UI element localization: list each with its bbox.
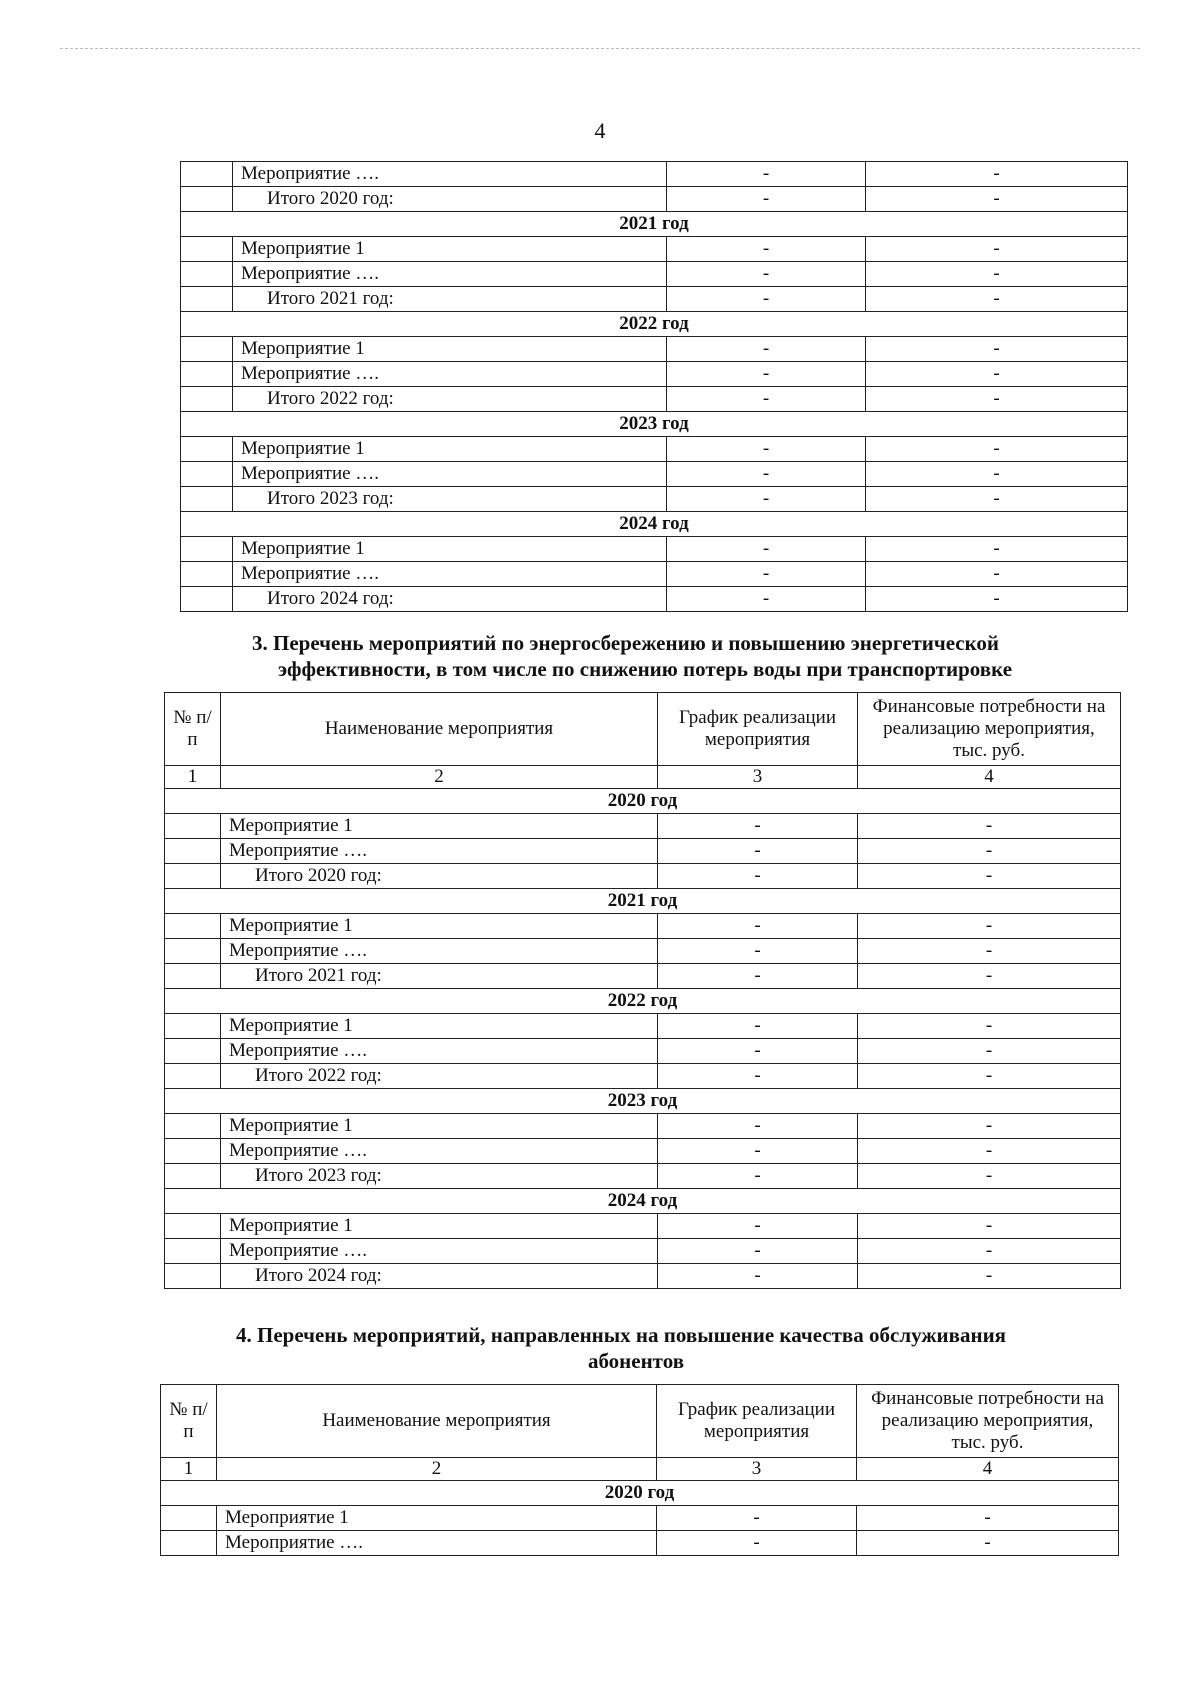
table-row: [161, 1531, 1119, 1556]
finance-cell: -: [866, 337, 1128, 362]
header-name: Наименование мероприятия: [217, 1385, 657, 1458]
measure-name: Мероприятие ….: [233, 262, 667, 287]
table-row: [165, 839, 1121, 864]
finance-cell: -: [866, 162, 1128, 187]
schedule-cell: -: [658, 1014, 858, 1039]
table-row: [165, 1014, 1121, 1039]
table-section3-body: [165, 789, 1121, 1289]
measure-name: Мероприятие 1: [217, 1506, 657, 1531]
finance-cell: -: [858, 1039, 1121, 1064]
num-cell: [165, 914, 221, 939]
num-cell: [165, 1214, 221, 1239]
index-cell: 3: [658, 766, 858, 789]
schedule-cell: -: [657, 1531, 857, 1556]
year-row: [165, 889, 1121, 914]
total-label: Итого 2021 год:: [221, 964, 658, 989]
measure-name: Мероприятие 1: [221, 1114, 658, 1139]
schedule-cell: -: [658, 1139, 858, 1164]
schedule-cell: -: [667, 462, 866, 487]
num-cell: [165, 839, 221, 864]
year-row: [165, 789, 1121, 814]
num-cell: [181, 287, 233, 312]
num-cell: [181, 537, 233, 562]
year-label: 2021 год: [181, 212, 1128, 237]
total-row: [181, 287, 1128, 312]
year-row: [181, 312, 1128, 337]
table-header-row: [165, 693, 1121, 766]
total-label: Итого 2024 год:: [233, 587, 667, 612]
table-row: [181, 437, 1128, 462]
schedule-cell: -: [658, 1064, 858, 1089]
total-label: Итого 2022 год:: [233, 387, 667, 412]
schedule-cell: -: [667, 362, 866, 387]
measure-name: Мероприятие 1: [221, 1214, 658, 1239]
finance-cell: -: [858, 839, 1121, 864]
total-label: Итого 2024 год:: [221, 1264, 658, 1289]
finance-cell: -: [858, 1164, 1121, 1189]
year-label: 2024 год: [165, 1189, 1121, 1214]
section4-title-line2: абонентов: [587, 1349, 685, 1373]
num-cell: [181, 387, 233, 412]
measure-name: Мероприятие ….: [233, 162, 667, 187]
section4-title-line1: 4. Перечень мероприятий, направленных на повышение качества обслуживания: [236, 1323, 1007, 1347]
schedule-cell: -: [658, 964, 858, 989]
num-cell: [181, 362, 233, 387]
schedule-cell: -: [658, 1039, 858, 1064]
schedule-cell: -: [658, 914, 858, 939]
finance-cell: -: [857, 1506, 1119, 1531]
total-label: Итого 2023 год:: [233, 487, 667, 512]
finance-cell: -: [857, 1531, 1119, 1556]
table-row: [165, 1239, 1121, 1264]
year-row: [181, 412, 1128, 437]
finance-cell: -: [866, 362, 1128, 387]
table-row: [161, 1506, 1119, 1531]
finance-cell: -: [858, 1214, 1121, 1239]
total-label: Итого 2021 год:: [233, 287, 667, 312]
year-label: 2022 год: [181, 312, 1128, 337]
finance-cell: -: [866, 462, 1128, 487]
finance-cell: -: [866, 287, 1128, 312]
num-cell: [181, 237, 233, 262]
num-cell: [181, 162, 233, 187]
year-row: [165, 989, 1121, 1014]
year-label: 2023 год: [165, 1089, 1121, 1114]
schedule-cell: -: [658, 1239, 858, 1264]
measure-name: Мероприятие 1: [233, 337, 667, 362]
num-cell: [181, 187, 233, 212]
table-row: [181, 362, 1128, 387]
table-row: [181, 162, 1128, 187]
index-cell: 2: [221, 766, 658, 789]
measure-name: Мероприятие ….: [221, 1239, 658, 1264]
index-cell: 2: [217, 1458, 657, 1481]
total-row: [165, 964, 1121, 989]
header-num: № п/п: [161, 1385, 217, 1458]
schedule-cell: -: [658, 1264, 858, 1289]
header-num: № п/п: [165, 693, 221, 766]
num-cell: [181, 337, 233, 362]
total-row: [165, 1064, 1121, 1089]
measure-name: Мероприятие 1: [233, 237, 667, 262]
finance-cell: -: [858, 864, 1121, 889]
schedule-cell: -: [658, 814, 858, 839]
total-label: Итого 2020 год:: [233, 187, 667, 212]
measure-name: Мероприятие ….: [233, 362, 667, 387]
year-label: 2020 год: [165, 789, 1121, 814]
measure-name: Мероприятие ….: [221, 939, 658, 964]
num-cell: [165, 1114, 221, 1139]
header-schedule: График реализации мероприятия: [657, 1385, 857, 1458]
schedule-cell: -: [658, 839, 858, 864]
num-cell: [181, 487, 233, 512]
schedule-cell: -: [667, 337, 866, 362]
table-row: [165, 1214, 1121, 1239]
num-cell: [181, 437, 233, 462]
finance-cell: -: [866, 187, 1128, 212]
header-name: Наименование мероприятия: [221, 693, 658, 766]
num-cell: [181, 462, 233, 487]
finance-cell: -: [858, 1264, 1121, 1289]
total-row: [165, 1164, 1121, 1189]
table-row: [181, 462, 1128, 487]
table-continued-body: [181, 162, 1128, 612]
schedule-cell: -: [658, 864, 858, 889]
table-row: [181, 262, 1128, 287]
year-label: 2023 год: [181, 412, 1128, 437]
schedule-cell: -: [667, 187, 866, 212]
year-label: 2024 год: [181, 512, 1128, 537]
num-cell: [165, 1264, 221, 1289]
measure-name: Мероприятие 1: [233, 537, 667, 562]
total-row: [181, 187, 1128, 212]
table-row: [165, 1139, 1121, 1164]
num-cell: [165, 1139, 221, 1164]
num-cell: [165, 814, 221, 839]
finance-cell: -: [858, 914, 1121, 939]
header-finance: Финансовые потребности на реализацию мероприятия, тыс. руб.: [857, 1385, 1119, 1458]
total-label: Итого 2020 год:: [221, 864, 658, 889]
section3-title-line2: эффективности, в том числе по снижению потерь воды при транспортировке: [278, 657, 1013, 681]
schedule-cell: -: [667, 562, 866, 587]
finance-cell: -: [866, 437, 1128, 462]
year-label: 2021 год: [165, 889, 1121, 914]
schedule-cell: -: [667, 537, 866, 562]
index-cell: 1: [165, 766, 221, 789]
finance-cell: -: [858, 1114, 1121, 1139]
table-row: [165, 1114, 1121, 1139]
measure-name: Мероприятие ….: [217, 1531, 657, 1556]
table-row: [181, 237, 1128, 262]
finance-cell: -: [858, 1014, 1121, 1039]
schedule-cell: -: [667, 162, 866, 187]
schedule-cell: -: [657, 1506, 857, 1531]
measure-name: Мероприятие ….: [221, 1039, 658, 1064]
index-cell: 4: [858, 766, 1121, 789]
index-cell: 4: [857, 1458, 1119, 1481]
num-cell: [165, 1064, 221, 1089]
year-row: [165, 1189, 1121, 1214]
finance-cell: -: [866, 237, 1128, 262]
table-index-row: [161, 1458, 1119, 1481]
schedule-cell: -: [667, 287, 866, 312]
measure-name: Мероприятие 1: [221, 914, 658, 939]
index-cell: 1: [161, 1458, 217, 1481]
measure-name: Мероприятие 1: [233, 437, 667, 462]
table-section4-body: [161, 1481, 1119, 1556]
total-row: [181, 487, 1128, 512]
year-label: 2020 год: [161, 1481, 1119, 1506]
year-row: [161, 1481, 1119, 1506]
num-cell: [181, 262, 233, 287]
total-row: [165, 864, 1121, 889]
year-label: 2022 год: [165, 989, 1121, 1014]
table-row: [165, 814, 1121, 839]
finance-cell: -: [866, 387, 1128, 412]
table-row: [165, 939, 1121, 964]
finance-cell: -: [866, 487, 1128, 512]
table-row: [165, 1039, 1121, 1064]
table-row: [181, 562, 1128, 587]
num-cell: [165, 864, 221, 889]
schedule-cell: -: [658, 1114, 858, 1139]
finance-cell: -: [858, 814, 1121, 839]
measure-name: Мероприятие ….: [221, 1139, 658, 1164]
num-cell: [181, 587, 233, 612]
table-section3: [164, 692, 1121, 1289]
num-cell: [165, 1239, 221, 1264]
index-cell: 3: [657, 1458, 857, 1481]
total-row: [181, 587, 1128, 612]
section3-title: [252, 630, 1132, 682]
finance-cell: -: [858, 939, 1121, 964]
finance-cell: -: [866, 262, 1128, 287]
measure-name: Мероприятие ….: [221, 839, 658, 864]
finance-cell: -: [858, 1139, 1121, 1164]
num-cell: [161, 1506, 217, 1531]
table-row: [165, 914, 1121, 939]
schedule-cell: -: [658, 1164, 858, 1189]
schedule-cell: -: [667, 487, 866, 512]
measure-name: Мероприятие 1: [221, 814, 658, 839]
finance-cell: -: [866, 562, 1128, 587]
total-label: Итого 2023 год:: [221, 1164, 658, 1189]
finance-cell: -: [858, 964, 1121, 989]
table-continued: [180, 161, 1128, 612]
num-cell: [181, 562, 233, 587]
total-row: [181, 387, 1128, 412]
num-cell: [165, 939, 221, 964]
year-row: [181, 512, 1128, 537]
table-row: [181, 537, 1128, 562]
table-header-row: [161, 1385, 1119, 1458]
schedule-cell: -: [658, 1214, 858, 1239]
measure-name: Мероприятие 1: [221, 1014, 658, 1039]
table-row: [181, 337, 1128, 362]
schedule-cell: -: [667, 587, 866, 612]
header-finance: Финансовые потребности на реализацию мероприятия, тыс. руб.: [858, 693, 1121, 766]
total-row: [165, 1264, 1121, 1289]
header-schedule: График реализации мероприятия: [658, 693, 858, 766]
num-cell: [165, 1164, 221, 1189]
section4-title: [236, 1322, 1136, 1374]
num-cell: [161, 1531, 217, 1556]
num-cell: [165, 1014, 221, 1039]
finance-cell: -: [866, 537, 1128, 562]
measure-name: Мероприятие ….: [233, 462, 667, 487]
year-row: [165, 1089, 1121, 1114]
year-row: [181, 212, 1128, 237]
measure-name: Мероприятие ….: [233, 562, 667, 587]
page-number: 4: [594, 118, 606, 143]
scan-top-edge: [60, 48, 1140, 49]
num-cell: [165, 1039, 221, 1064]
num-cell: [165, 964, 221, 989]
finance-cell: -: [858, 1064, 1121, 1089]
schedule-cell: -: [667, 387, 866, 412]
schedule-cell: -: [667, 262, 866, 287]
total-label: Итого 2022 год:: [221, 1064, 658, 1089]
finance-cell: -: [866, 587, 1128, 612]
schedule-cell: -: [658, 939, 858, 964]
table-section4: [160, 1384, 1119, 1556]
section3-title-line1: 3. Перечень мероприятий по энергосбережению и повышению энергетической: [252, 631, 1000, 655]
schedule-cell: -: [667, 437, 866, 462]
finance-cell: -: [858, 1239, 1121, 1264]
table-index-row: [165, 766, 1121, 789]
schedule-cell: -: [667, 237, 866, 262]
